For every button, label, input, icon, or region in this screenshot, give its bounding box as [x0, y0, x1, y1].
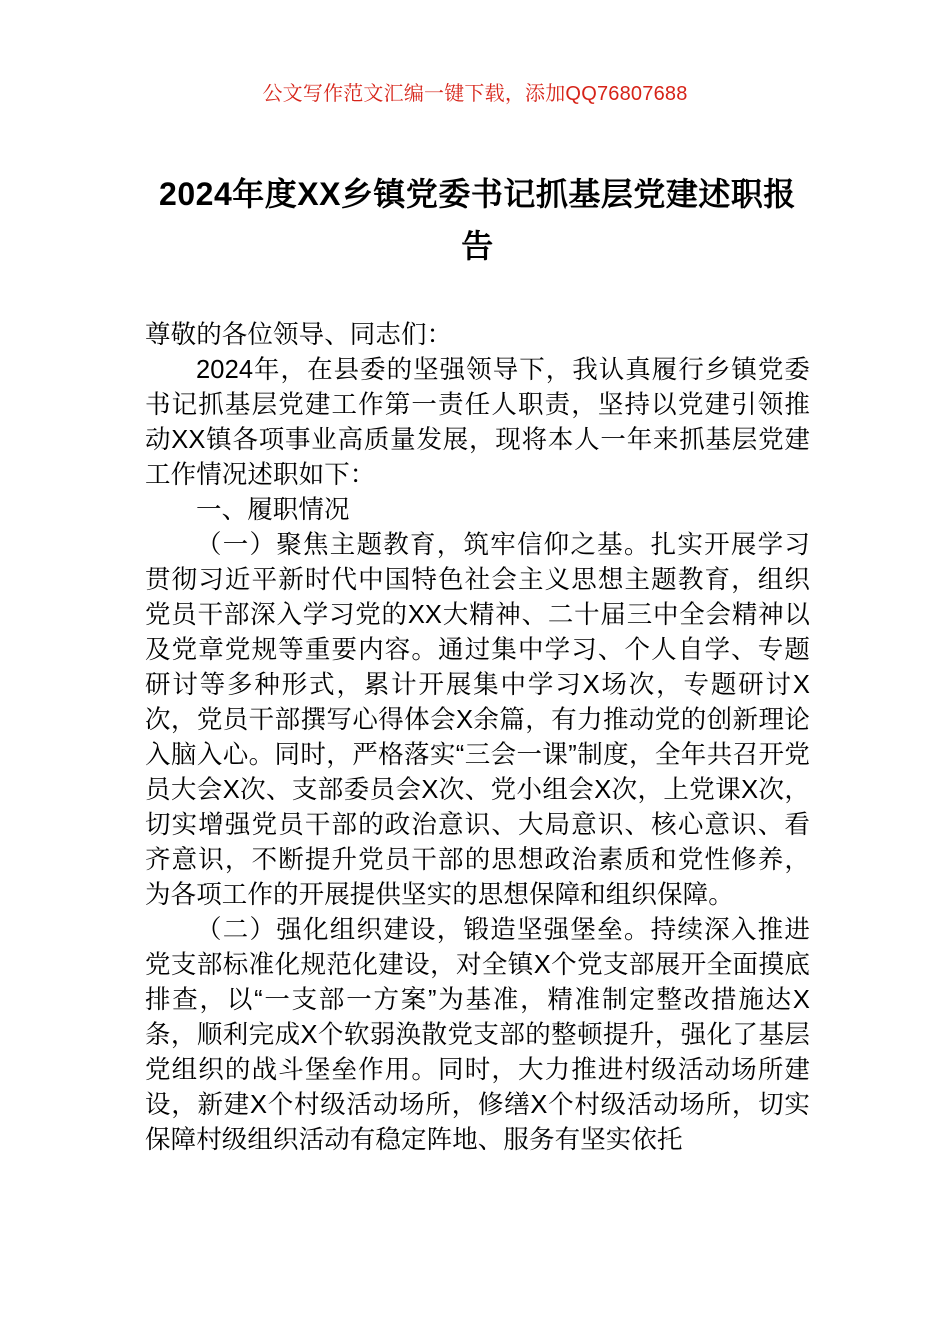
paragraph-item-one: （一）聚焦主题教育，筑牢信仰之基。扎实开展学习贯彻习近平新时代中国特色社会主义思想主题教育，组织党员干部深入学习党的XX大精神、二十届三中全会精神以及党章党规等重要内容。通过集中学习、个人自学、专题研讨等多种形式，累计开展集中学习X场次，专题研讨X次，党员干部撰写心得体会X余篇，有力推动党的创新理论入脑入心。同时，严格落实“三会一课”制度，全年共召开党员大会X次、支部委员会X次、党小组会X次，上党课X次，切实增强党员干部的政治意识、大局意识、核心意识、看齐意识，不断提升党员干部的思想政治素质和党性修养，为各项工作的开展提供坚实的思想保障和组织保障。	[145, 531, 810, 909]
document-paragraphs	[145, 318, 810, 1158]
paragraph-opening: 2024年，在县委的坚强领导下，我认真履行乡镇党委书记抓基层党建工作第一责任人职责，坚持以党建引领推动XX镇各项事业高质量发展，现将本人一年来抓基层党建工作情况述职如下：	[145, 356, 810, 489]
paragraph-section-one-heading: 一、履职情况	[196, 496, 350, 524]
document-body	[145, 168, 810, 1158]
page-title: 2024年度XX乡镇党委书记抓基层党建述职报告	[159, 176, 796, 264]
paragraph-item-two: （二）强化组织建设，锻造坚强堡垒。持续深入推进党支部标准化规范化建设，对全镇X个党支部展开全面摸底排查，以“一支部一方案”为基准，精准制定整改措施达X条，顺利完成X个软弱涣散党支部的整顿提升，强化了基层党组织的战斗堡垒作用。同时，大力推进村级活动场所建设，新建X个村级活动场所，修缮X个村级活动场所，切实保障村级组织活动有稳定阵地、服务有坚实依托	[145, 916, 810, 1154]
paragraph-salutation: 尊敬的各位领导、同志们：	[145, 321, 453, 349]
promo-banner: 公文写作范文汇编一键下载，添加QQ76807688	[262, 83, 688, 105]
